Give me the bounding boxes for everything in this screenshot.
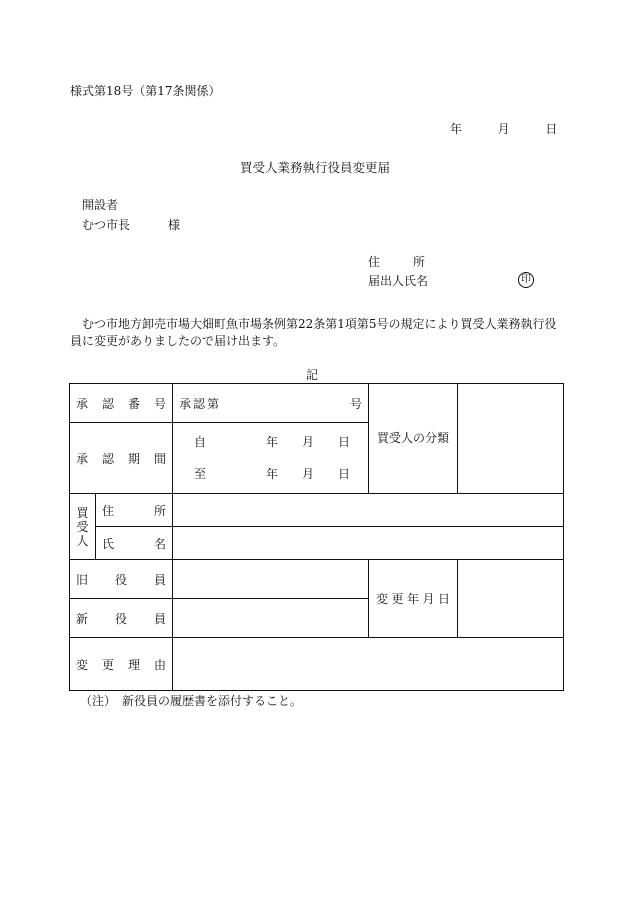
new-officer-field[interactable] (173, 599, 369, 638)
approval-number-label: 承認番号 (70, 384, 173, 423)
change-reason-field[interactable] (173, 638, 564, 691)
period-from-year: 年 (266, 435, 279, 449)
buyer-address-label: 住所 (96, 494, 173, 527)
seal-mark: 印 (518, 272, 534, 288)
approval-number-field[interactable] (173, 384, 369, 423)
body-text: むつ市地方卸売市場大畑町魚市場条例第22条第1項第5号の規定により買受人業務執行役員に変更がありましたので届け出ます。 (70, 317, 557, 348)
old-officer-field[interactable] (173, 560, 369, 599)
period-to-day: 日 (338, 467, 351, 481)
buyer-name-label: 氏名 (96, 527, 173, 560)
period-from-day: 日 (338, 435, 351, 449)
period-to-year: 年 (266, 467, 279, 481)
old-officer-label: 旧役員 (70, 560, 173, 599)
buyer-label-char-3: 人 (76, 533, 89, 548)
buyer-label (70, 494, 96, 560)
buyer-name-field[interactable] (173, 527, 564, 560)
change-date-label: 変更年月日 (369, 560, 458, 638)
period-from-month: 月 (302, 435, 315, 449)
footnote: （注） 新役員の履歴書を添付すること。 (80, 694, 303, 708)
date-day-label: 日 (545, 122, 558, 136)
buyer-label-char-1: 買 (76, 505, 89, 520)
period-to-label: 至 (194, 467, 207, 481)
address-label-char-2: 所 (413, 255, 426, 269)
date-month-label: 月 (497, 122, 510, 136)
form-number: 様式第18号（第17条関係） (70, 84, 221, 98)
document-title: 買受人業務執行役員変更届 (239, 160, 390, 175)
approval-period-field[interactable] (173, 423, 369, 494)
form-table (69, 383, 564, 691)
buyer-label-char-2: 受 (76, 519, 89, 534)
buyer-category-field[interactable] (458, 384, 564, 494)
ki-heading: 記 (306, 368, 319, 382)
applicant-name-label: 届出人氏名 (368, 274, 429, 288)
change-date-field[interactable] (458, 560, 564, 638)
buyer-category-label: 買受人の分類 (369, 384, 458, 494)
new-officer-label: 新役員 (70, 599, 173, 638)
approval-number-suffix: 号 (350, 396, 363, 411)
date-year-label: 年 (450, 122, 463, 136)
approval-period-label: 承認期間 (70, 423, 173, 494)
addressee-title: 開設者 (82, 198, 119, 212)
addressee-name (82, 218, 180, 232)
addressee-honorific: 様 (168, 218, 181, 232)
applicant-address-label (368, 255, 425, 269)
addressee-name-text: むつ市長 (82, 218, 131, 232)
buyer-address-field[interactable] (173, 494, 564, 527)
date-header (450, 122, 557, 136)
period-to-month: 月 (302, 467, 315, 481)
approval-number-prefix: 承認第 (179, 396, 222, 411)
period-from-label: 自 (194, 435, 207, 449)
address-label-char-1: 住 (368, 255, 381, 269)
change-reason-label: 変更理由 (70, 638, 173, 691)
